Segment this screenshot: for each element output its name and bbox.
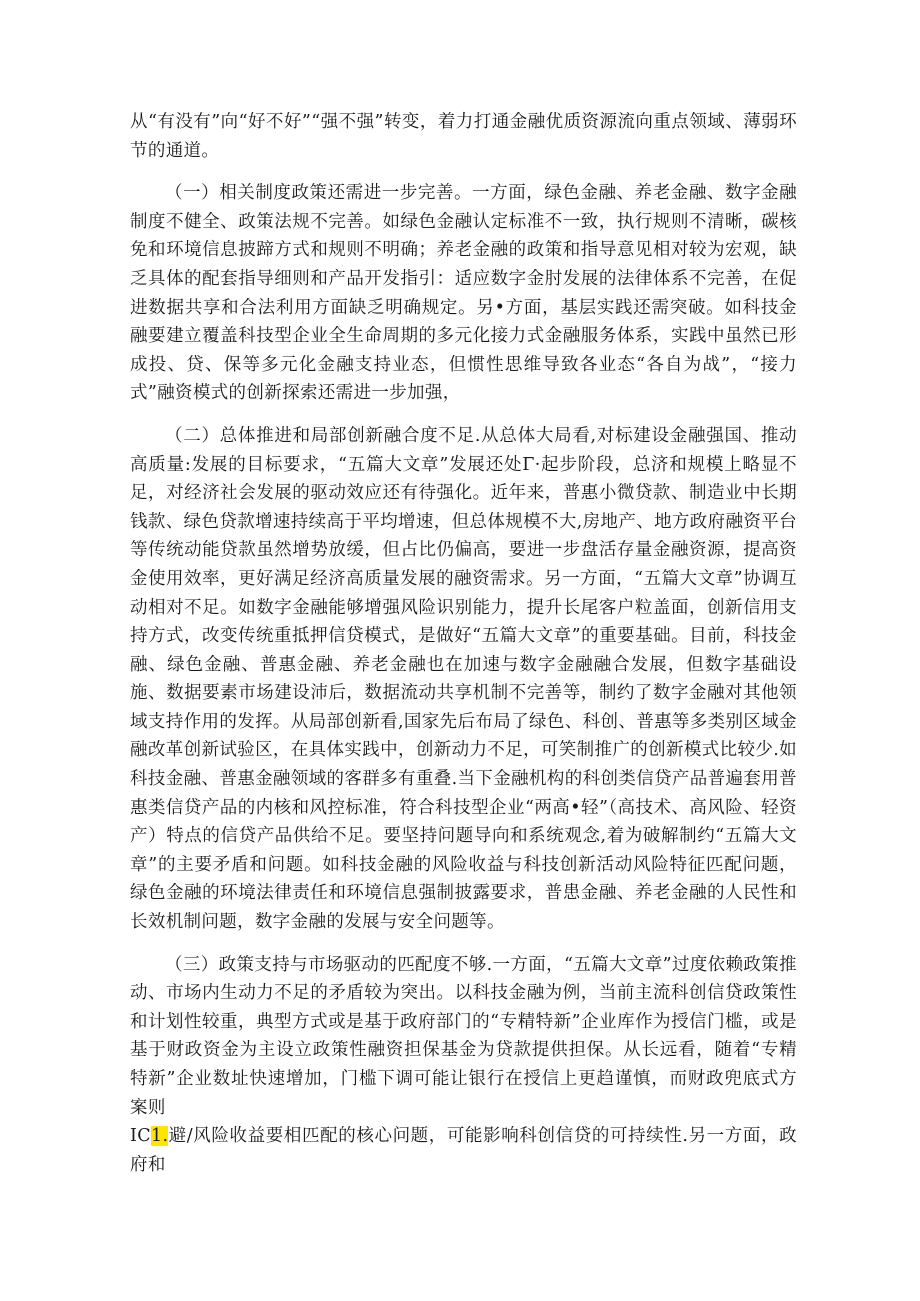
paragraph-section-3-continued (130, 1122, 797, 1179)
highlighted-text: 1. (151, 1126, 169, 1147)
paragraph-section-3: （三）政策支持与市场驱动的匹配度不够.一方面，“五篇大文章”过度依赖政策推动、市场内生动力不足的矛盾较为突出。以科技金融为例，当前主流科创信贷政策性和计划性较重，典型方式或是基于政府部门的“专精特新”企业库作为授信门槛，或是基于财政资金为主设立政策性融资担保基金为贷款提供担保。从长远看，随着“专精特新”企业数址快速增加，门槛下调可能让银行在授信上更趋谨慎，而财政兜底式方案则 (130, 954, 797, 1118)
paragraph-section-2: （二）总体推进和局部创新融合度不足.从总体大局看,对标建设金融强国、推动高质量:发展的目标要求，“五篇大文章”发展还处Γ·起步阶段，总济和规模上略显不足，对经济社会发展的驱动效应还有待强化。近年来，普惠小微贷款、制造业中长期钱款、绿色贷款增速持续高于平均增速，但总体规模不大,房地产、地方政府融资平台等传统动能贷款虽然增势放缓，但占比仍偏高，要进一步盘活存量金融资源，提高资金使用效率，更好满足经济高质量发展的融资需求。另一方面，“五篇大文章”协调互动相对不足。如数字金融能够增强风险识别能力，提升长尾客户粒盖面，创新信用支持方式，改变传统重抵押信贷模式，是做好“五篇大文章”的重要基础。目前，科技金融、绿色金融、普惠金融、养老金融也在加速与数字金融融合发展，但数字基础设施、数据要素市场建设沛后，数据流动共享机制不完善等，制约了数字金融对其他领域支持作用的发挥。从局部创新看,国家先后布局了绿色、科创、普惠等多类别区域金融改革创新试验区，在具体实践中，创新动力不足，可笑制推广的创新模式比较少.如科技金融、普惠金融领域的客群多有重叠.当下金融机构的科创类信贷产品普遍套用普惠类信贷产品的内核和风控标准，符合科技型企业“两高•轻”（高技术、高风险、轻资产）特点的信贷产品供给不足。要坚持问题导向和系统观念,着为破解制约“五篇大文章”的主要矛盾和问题。如科技金融的风险收益与科技创新活动风险特征匹配问题，绿色金融的环境法律责任和环境信息强制披露要求，普患金融、养老金融的人民性和长效机制问题，数字金融的发展与安全问题等。 (130, 425, 797, 933)
paragraph-section-1: （一）相关制度政策还需进一步完善。一方面，绿色金融、养老金融、数字金融制度不健全、政策法规不完善。如绿色金融认定标准不一致，执行规则不清晰，碳核免和环境信息披蹄方式和规则不明确；养老金融的政策和指导意见相对较为宏观，缺乏具体的配套指导细则和产品开发指引：适应数字金肘发展的法律体系不完善，在促进数据共享和合法利用方面缺乏明确规定。另•方面，基层实践还需突破。如科技金融要建立覆盖科技型企业全生命周期的多元化接力式金融服务体系，实践中虽然已形成投、贷、保等多元化金融支持业态，但惯性思维导致各业态“各自为战”，“接力式”融资模式的创新探索还需进一步加强， (130, 183, 797, 404)
paragraph-continued: 从“有没有”向“好不好”“强不强”转变，着力打通金融优质资源流向重点领域、薄弱环节的通道。 (130, 112, 797, 161)
ocr-prefix-text: IC (130, 1126, 152, 1147)
paragraph-tail-text: 避/风险收益要相匹配的核心问题，可能影响科创信贷的可持续性.另一方面，政府和 (130, 1126, 797, 1175)
document-page (130, 108, 797, 1179)
